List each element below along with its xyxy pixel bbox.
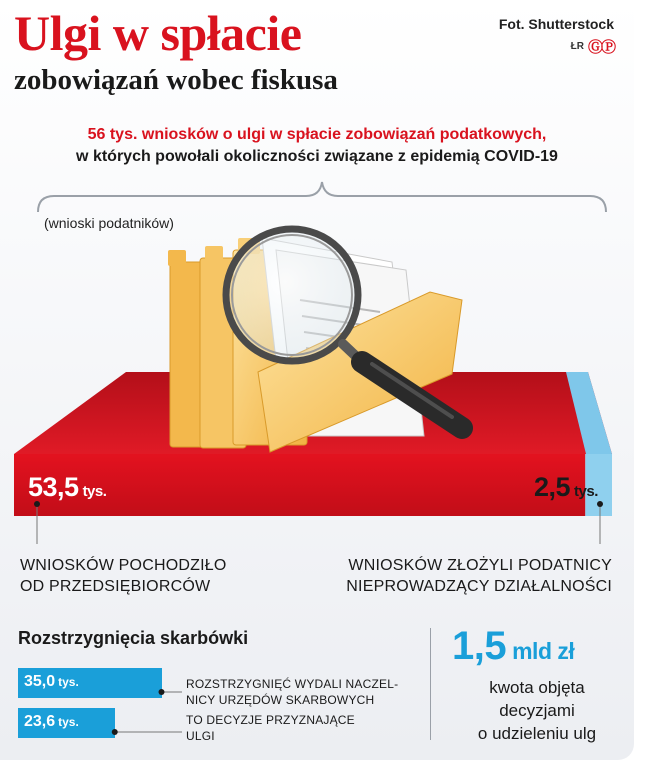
bar-decisions-issued-unit: tys. (58, 675, 79, 689)
brand-initials: ŁR (570, 41, 584, 52)
kpi-description-line-2: decyzjami (499, 701, 575, 720)
page-title: Ulgi w spłacie (14, 5, 302, 61)
page-subtitle: zobowiązań wobec fiskusa (14, 64, 338, 96)
value-non-business-unit: tys. (574, 483, 598, 500)
lead-line-2: w których powołali okoliczności związane z epidemią COVID-19 (76, 148, 558, 165)
bar-decisions-granted-dot (112, 729, 118, 735)
note-decisions-issued (186, 676, 398, 708)
kpi-description-line-3: o udzieleniu ulg (477, 724, 597, 743)
kpi-unit: mld zł (512, 638, 575, 664)
note-decisions-issued-line-2: NICY URZĘDÓW SKARBOWYCH (186, 693, 375, 707)
note-decisions-issued-line-1: ROZSTRZYGNIĘĆ WYDALI NACZEL- (186, 677, 399, 691)
desc-entrepreneurs-line-2: OD PRZEDSIĘBIORCÓW (20, 578, 211, 595)
bar-decisions-granted-unit: tys. (58, 715, 79, 729)
bar-decisions-granted-value: 23,6 (24, 713, 56, 730)
photo-credit: Fot. Shutterstock (498, 16, 614, 32)
note-decisions-granted-line-2: ULGI (186, 729, 215, 743)
lead-line-1: 56 tys. wniosków o ulgi w spłacie zobowiązań podatkowych, (87, 126, 547, 143)
note-decisions-granted-line-1: TO DECYZJE PRZYZNAJĄCE (186, 713, 355, 727)
kpi-value: 1,5 (452, 624, 507, 668)
kpi-description (452, 676, 622, 745)
gp-logo-icon: ⒼⓅ (587, 39, 614, 56)
kpi-description-line-1: kwota objęta (489, 678, 585, 697)
desc-non-business-line-1: WNIOSKÓW ZŁOŻYLI PODATNICY (348, 557, 612, 574)
divider (430, 628, 431, 740)
desc-non-business-line-2: NIEPROWADZĄCY DZIAŁALNOŚCI (346, 578, 612, 595)
bar-decisions-issued-value: 35,0 (24, 673, 56, 690)
value-non-business-number: 2,5 (534, 472, 571, 502)
kpi-amount (452, 624, 574, 669)
section-title: Rozstrzygnięcia skarbówki (18, 628, 249, 648)
bar-decisions-issued-dot (159, 689, 165, 695)
unit-note: (wnioski podatników) (44, 215, 174, 231)
value-entrepreneurs-unit: tys. (82, 483, 107, 500)
desc-entrepreneurs-line-1: WNIOSKÓW POCHODZIŁO (20, 557, 227, 574)
note-decisions-granted (186, 712, 355, 744)
value-entrepreneurs-number: 53,5 (28, 472, 79, 502)
